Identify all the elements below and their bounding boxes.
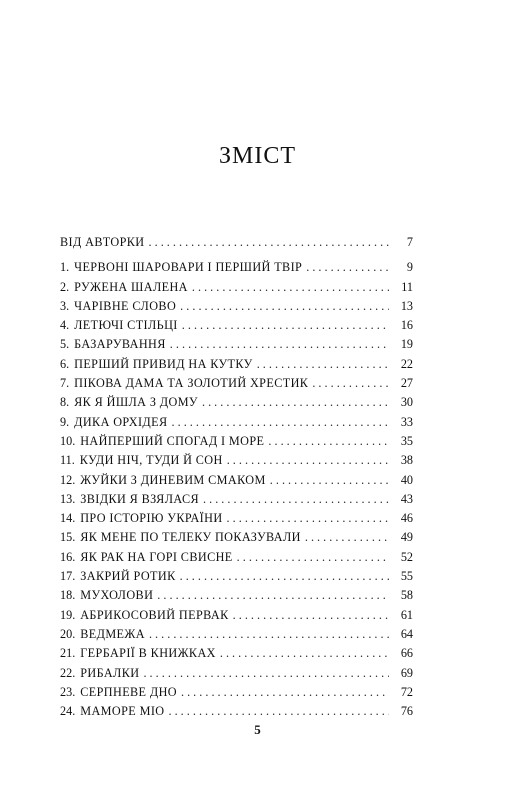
toc-leader-dots — [149, 625, 389, 644]
toc-entry-page: 69 — [400, 665, 413, 680]
toc-entry-page: 49 — [400, 530, 413, 545]
toc-entry-page: 16 — [400, 318, 413, 333]
toc-leader-dots — [149, 233, 389, 252]
toc-entry-page: 52 — [400, 549, 413, 564]
toc-entry-number: 6. — [60, 356, 70, 371]
toc-entry-number: 12. — [60, 472, 76, 487]
toc-leader-dots — [268, 432, 389, 451]
page-number: 5 — [254, 722, 261, 737]
toc-leader-dots — [227, 509, 389, 528]
toc-entry-label: ЛЕТЮЧІ СТІЛЬЦІ — [74, 318, 178, 333]
toc-leader-dots — [157, 586, 389, 605]
toc-entry-label: ЧАРІВНЕ СЛОВО — [74, 298, 177, 313]
toc-entry — [60, 664, 413, 683]
toc-entry-label: КУДИ НІЧ, ТУДИ Й СОН — [79, 453, 223, 468]
toc-entry-label: ЖУЙКИ З ДИНЕВИМ СМАКОМ — [80, 472, 266, 487]
toc-entry-number: 11. — [60, 453, 75, 468]
toc-entry-number: 13. — [60, 491, 76, 506]
toc-entry-page: 76 — [400, 704, 413, 719]
toc-entry — [60, 432, 413, 451]
toc-entry — [60, 586, 413, 605]
toc-entry-page: 61 — [400, 607, 413, 622]
toc-entry-page: 64 — [400, 626, 413, 641]
toc-entry-number: 20. — [60, 626, 76, 641]
toc-entry-label: АБРИКОСОВИЙ ПЕРВАК — [80, 607, 229, 622]
toc-entry-number: 24. — [60, 704, 76, 719]
toc-entry — [60, 374, 413, 393]
toc-leader-dots — [305, 528, 389, 547]
toc-entry-label: МУХОЛОВИ — [80, 588, 154, 603]
toc-leader-dots — [143, 664, 389, 683]
toc-leader-dots — [203, 490, 389, 509]
toc-entry-number: 2. — [60, 279, 70, 294]
toc-entry — [60, 278, 413, 297]
toc-entry-number: 14. — [60, 511, 76, 526]
toc-entry-label: ВЕДМЕЖА — [80, 626, 145, 641]
toc-entry-label: СЕРПНЕВЕ ДНО — [80, 684, 177, 699]
toc-entry — [60, 258, 413, 277]
toc-entry — [60, 471, 413, 490]
toc-entry-page: 33 — [400, 414, 413, 429]
toc-leader-dots — [233, 606, 389, 625]
toc-entry-label: ДИКА ОРХІДЕЯ — [74, 414, 168, 429]
toc-entry-label: ПРО ІСТОРІЮ УКРАЇНИ — [80, 511, 223, 526]
toc-entry — [60, 355, 413, 374]
toc-entry-number: 1. — [60, 260, 70, 275]
toc-entry — [60, 606, 413, 625]
toc-entry-label: ЯК РАК НА ГОРІ СВИСНЕ — [80, 549, 233, 564]
toc-entry — [60, 335, 413, 354]
toc-entry-number: 9. — [60, 414, 70, 429]
toc-entry-number: 16. — [60, 549, 76, 564]
toc-entry-label: ЯК Я ЙШЛА З ДОМУ — [74, 395, 198, 410]
toc-entry-number: 4. — [60, 318, 70, 333]
toc-entry-label: ВІД АВТОРКИ — [60, 235, 145, 249]
toc-entry-number: 3. — [60, 298, 70, 313]
toc-entry-label: НАЙПЕРШИЙ СПОГАД І МОРЕ — [80, 433, 265, 448]
toc-entry-number: 22. — [60, 665, 76, 680]
toc-entry-label: ГЕРБАРІЇ В КНИЖКАХ — [80, 646, 216, 661]
toc-entry — [60, 683, 413, 702]
toc-entry-label: ПЕРШИЙ ПРИВИД НА КУТКУ — [74, 356, 253, 371]
toc-leader-dots — [180, 297, 389, 316]
toc-entry — [60, 490, 413, 509]
toc-entry — [60, 451, 413, 470]
toc-entry — [60, 528, 413, 547]
toc-entry-number: 10. — [60, 433, 76, 448]
toc-entry-intro — [60, 233, 413, 252]
toc-entry-number: 18. — [60, 588, 76, 603]
toc-leader-dots — [182, 316, 389, 335]
toc-entry-number: 23. — [60, 684, 76, 699]
toc-leader-dots — [172, 413, 390, 432]
toc-entry — [60, 413, 413, 432]
toc-leader-dots — [227, 451, 389, 470]
toc-leader-dots — [270, 471, 389, 490]
toc-entry-number: 5. — [60, 337, 70, 352]
toc-entry-page: 55 — [400, 569, 413, 584]
toc-entry-number: 17. — [60, 569, 76, 584]
toc-entries — [60, 258, 413, 721]
toc-leader-dots — [192, 278, 389, 297]
toc-entry-page: 72 — [400, 684, 413, 699]
toc-entry-page: 19 — [400, 337, 413, 352]
toc-leader-dots — [220, 644, 389, 663]
toc-leader-dots — [257, 355, 389, 374]
toc-entry-page: 66 — [400, 646, 413, 661]
toc-entry-label: ЗАКРИЙ РОТИК — [80, 569, 176, 584]
toc-entry-page: 27 — [400, 376, 413, 391]
toc-entry-label: БАЗАРУВАННЯ — [74, 337, 166, 352]
toc-entry — [60, 548, 413, 567]
toc-entry-number: 7. — [60, 376, 70, 391]
toc-entry-page: 13 — [400, 298, 413, 313]
toc-entry-page: 7 — [406, 235, 413, 249]
toc-entry-page: 22 — [400, 356, 413, 371]
toc-entry-number: 15. — [60, 530, 76, 545]
table-of-contents — [60, 233, 413, 721]
toc-entry-label: ЯК МЕНЕ ПО ТЕЛЕКУ ПОКАЗУВАЛИ — [80, 530, 301, 545]
toc-entry — [60, 625, 413, 644]
page-title: ЗМІСТ — [218, 143, 297, 169]
toc-entry-page: 43 — [400, 491, 413, 506]
toc-entry-number: 8. — [60, 395, 70, 410]
toc-entry-number: 19. — [60, 607, 76, 622]
toc-entry-page: 30 — [400, 395, 413, 410]
toc-entry — [60, 509, 413, 528]
toc-leader-dots — [202, 393, 389, 412]
toc-leader-dots — [170, 335, 389, 354]
toc-entry-page: 11 — [401, 279, 413, 294]
toc-leader-dots — [180, 567, 389, 586]
toc-leader-dots — [312, 374, 389, 393]
toc-entry — [60, 393, 413, 412]
toc-entry — [60, 316, 413, 335]
toc-entry-page: 40 — [400, 472, 413, 487]
toc-leader-dots — [306, 258, 389, 277]
toc-entry-page: 9 — [406, 260, 413, 275]
toc-entry-label: РИБАЛКИ — [80, 665, 140, 680]
toc-entry-page: 58 — [400, 588, 413, 603]
toc-entry-number: 21. — [60, 646, 76, 661]
toc-entry-page: 46 — [400, 511, 413, 526]
toc-entry-label: ЗВІДКИ Я ВЗЯЛАСЯ — [80, 491, 200, 506]
toc-entry-label: МАМОРЕ МІО — [80, 704, 165, 719]
toc-leader-dots — [237, 548, 389, 567]
toc-entry — [60, 567, 413, 586]
toc-entry-label: ЧЕРВОНІ ШАРОВАРИ І ПЕРШИЙ ТВІР — [74, 260, 303, 275]
toc-leader-dots — [181, 683, 389, 702]
toc-entry — [60, 297, 413, 316]
toc-entry — [60, 702, 413, 721]
toc-entry-page: 38 — [400, 453, 413, 468]
toc-leader-dots — [168, 702, 389, 721]
toc-entry — [60, 644, 413, 663]
toc-entry-page: 35 — [400, 433, 413, 448]
toc-entry-label: РУЖЕНА ШАЛЕНА — [74, 279, 188, 294]
toc-entry-label: ПІКОВА ДАМА ТА ЗОЛОТИЙ ХРЕСТИК — [74, 376, 309, 391]
